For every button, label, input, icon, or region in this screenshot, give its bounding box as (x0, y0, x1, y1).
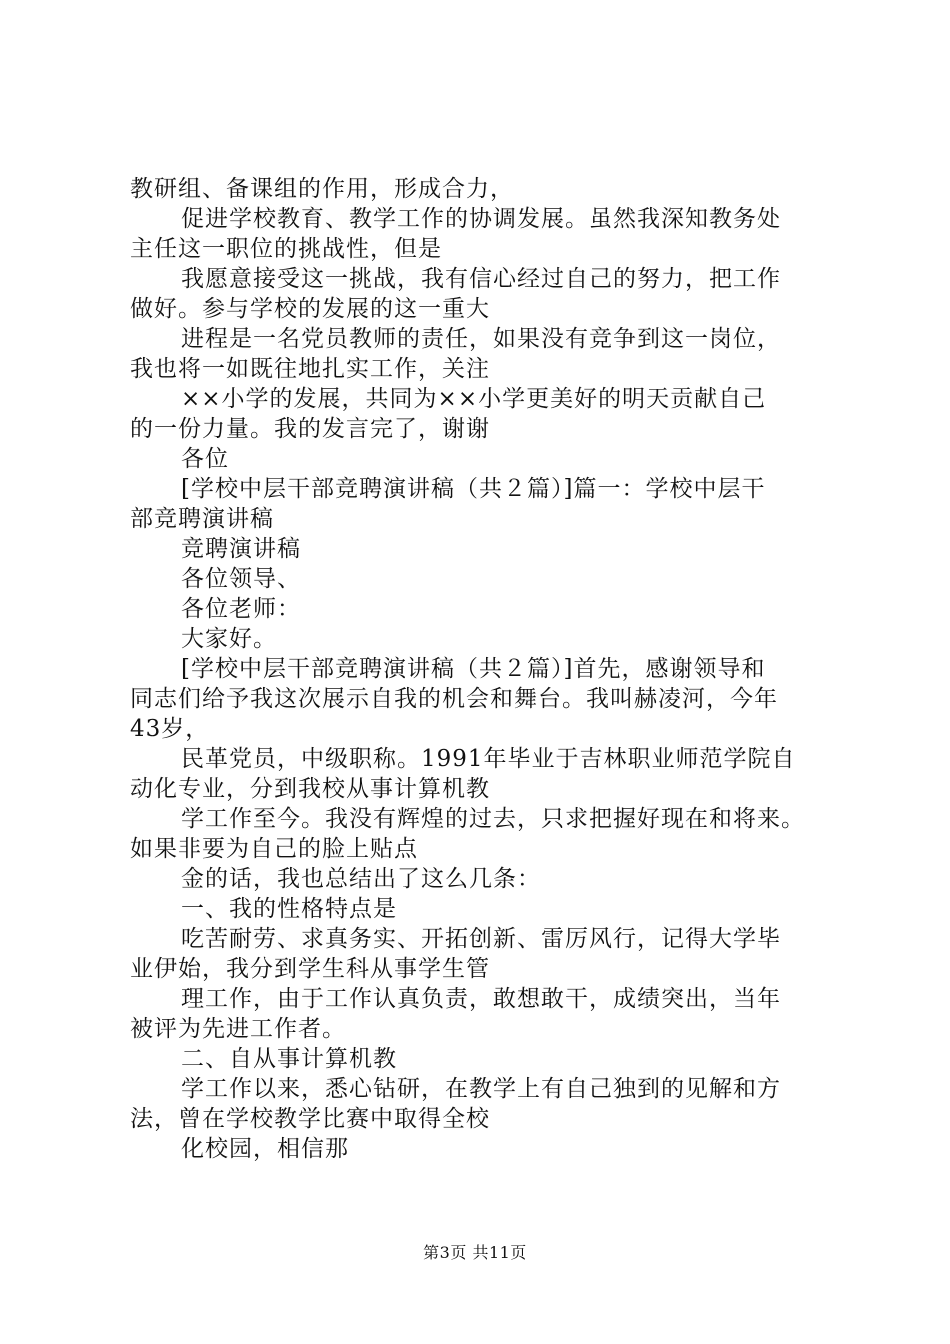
paragraph-first-line: 各位老师： (181, 596, 301, 622)
paragraph-continuation-line: 的一份力量。我的发言完了，谢谢 (130, 416, 490, 442)
document-body (0, 174, 950, 1164)
paragraph-first-line: 学工作至今。我没有辉煌的过去，只求把握好现在和将来。 (181, 806, 805, 832)
paragraph-continuation-line: 做好。参与学校的发展的这一重大 (130, 296, 490, 322)
paragraph-continuation-line: 动化专业，分到我校从事计算机教 (130, 776, 490, 802)
paragraph-continuation-line: 如果非要为自己的脸上贴点 (130, 836, 418, 862)
paragraph-first-line: 大家好。 (181, 626, 277, 652)
paragraph-first-line: 理工作，由于工作认真负责，敢想敢干，成绩突出，当年 (181, 986, 781, 1012)
paragraph-first-line: 学工作以来，悉心钻研，在教学上有自己独到的见解和方 (181, 1076, 781, 1102)
paragraph-first-line: 吃苦耐劳、求真务实、开拓创新、雷厉风行，记得大学毕 (181, 926, 781, 952)
paragraph-first-line: 我愿意接受这一挑战，我有信心经过自己的努力，把工作 (181, 266, 781, 292)
paragraph-continuation-line: 我也将一如既往地扎实工作，关注 (130, 356, 490, 382)
paragraph-first-line: ××小学的发展，共同为××小学更美好的明天贡献自己 (181, 386, 767, 412)
paragraph-continuation-line: 法，曾在学校教学比赛中取得全校 (130, 1106, 490, 1132)
paragraph-first-line: 各位领导、 (181, 566, 301, 592)
paragraph-first-line: 进程是一名党员教师的责任，如果没有竞争到这一岗位， (181, 326, 781, 352)
page-footer: 第3页 共11页 (423, 1243, 527, 1262)
paragraph-first-line: 金的话，我也总结出了这么几条： (181, 866, 541, 892)
paragraph-first-line: 民革党员，中级职称。1991年毕业于吉林职业师范学院自 (181, 746, 796, 772)
paragraph-continuation-line: 业伊始，我分到学生科从事学生管 (130, 956, 490, 982)
paragraph-first-line: 二、自从事计算机教 (181, 1046, 397, 1072)
paragraph-first-line: 一、我的性格特点是 (181, 896, 397, 922)
paragraph-continuation-line: 教研组、备课组的作用，形成合力， (130, 176, 514, 202)
paragraph-first-line: [学校中层干部竞聘演讲稿（共２篇）]篇一：学校中层干 (181, 476, 766, 502)
paragraph-continuation-line: 43岁， (130, 716, 210, 742)
paragraph-first-line: [学校中层干部竞聘演讲稿（共２篇）]首先，感谢领导和 (181, 656, 766, 682)
paragraph-first-line: 化校园，相信那 (181, 1136, 349, 1162)
paragraph-continuation-line: 主任这一职位的挑战性，但是 (130, 236, 442, 262)
paragraph-continuation-line: 同志们给予我这次展示自我的机会和舞台。我叫赫凌河，今年 (130, 686, 778, 712)
paragraph-first-line: 促进学校教育、教学工作的协调发展。虽然我深知教务处 (181, 206, 781, 232)
paragraph-continuation-line: 被评为先进工作者。 (130, 1016, 346, 1042)
paragraph-first-line: 竞聘演讲稿 (181, 536, 301, 562)
paragraph-continuation-line: 部竞聘演讲稿 (130, 506, 274, 532)
paragraph-first-line: 各位 (181, 446, 229, 472)
